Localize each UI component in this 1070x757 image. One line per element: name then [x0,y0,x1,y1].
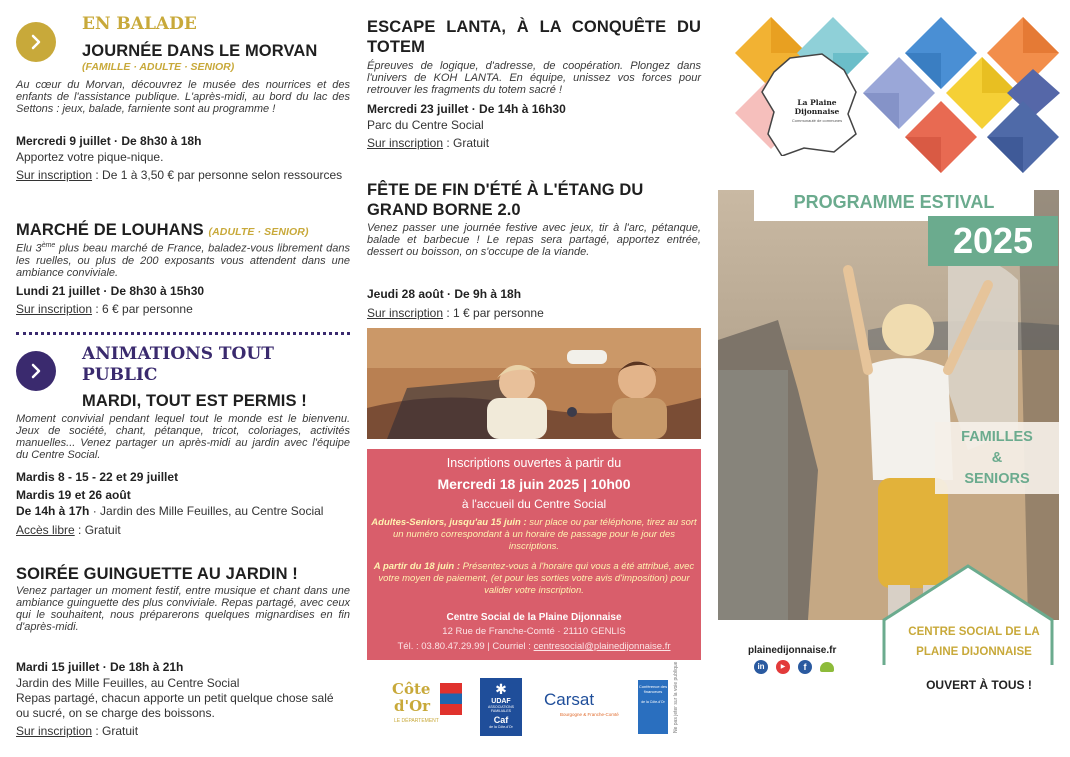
udaf-text: UDAF [491,698,511,705]
louhans-inscription [16,302,350,317]
logo-carsat [544,690,622,724]
youtube-icon[interactable]: ▶ [776,660,790,674]
guinguette-inscription-label: Sur inscription [16,724,93,738]
familles-2: & [991,450,1003,466]
balade-inscription-label: Sur inscription [16,168,93,182]
social-icons [754,660,844,676]
animations-heading-2: PUBLIC [82,365,158,385]
inscriptions-email[interactable]: centresocial@plainedijonnaise.fr [533,641,671,652]
section-divider [16,332,350,335]
fete-date: Jeudi 28 août · De 9h à 18h [367,287,522,301]
conference-sub: de la Côte-d'Or [641,700,665,704]
balade-desc: Au cœur du Morvan, découvrez le musée des nourrices et des enfants de l'assistance publique. L'après-midi, au bord du lac des Settons : jeux, balade, farniente sont au programme ! [16,79,350,115]
partir-text: Présentez-vous à l'horaire qui vous a été attribué, avec votre moyen de paiement, (et pour les sorties votre avis d'imposition) pour valider votre inscription. [378,561,695,596]
balade-inscription-value: : De 1 à 3,50 € par personne selon ressources [92,168,343,182]
louhans-tag: (ADULTE · SENIOR) [208,226,309,238]
udaf-sub: ASSOCIATIONS FAMILIALES [488,705,514,713]
koh-date: Mercredi 23 juillet · De 14h à 16h30 [367,102,566,116]
balade-inscription [16,168,350,183]
inscriptions-line3: à l'accueil du Centre Social [461,497,607,511]
koh-inscription-value: : Gratuit [443,136,490,150]
adultes-label: Adultes-Seniors, jusqu'au 15 juin : [371,517,527,528]
adultes-text: sur place ou par téléphone, tirez au sort un numéro correspondant à un horaire de passage pour le jour des inscriptions. [392,517,697,552]
inscriptions-line2: Mercredi 18 juin 2025 | 10h00 [437,476,631,492]
koh-title: ESCAPE LANTA, À LA CONQUÊTE DU TOTEM [367,18,701,56]
caf-sub: de la Côte-d'Or [489,725,513,729]
louhans-desc [16,240,350,279]
louhans-desc-b: plus beau marché de France, baladez-vous librement dans les ruelles, ou plus de 200 exposants vous attendent dans une ambiance conviviale. [16,242,350,279]
website[interactable]: plainedijonnaise.fr [748,645,837,656]
caf-text: Caf [493,715,509,725]
inscriptions-address: 12 Rue de Franche-Comté · 21110 GENLIS [442,626,626,637]
fete-inscription-value: : 1 € par personne [443,306,544,320]
year-badge: 2025 [928,216,1058,266]
fete-inscription [367,306,701,321]
balade-heading: EN BALADE [82,14,197,34]
fete-desc: Venez passer une journée festive avec jeux, tir à l'arc, pétanque, balade et barbecue ! Le repas sera partagé, apportez entrée, dessert ou boisson, on s'occupe de la viande. [367,222,701,258]
animations-date-2: Mardis 19 et 26 août [16,488,131,502]
logo-cote-dor [392,680,466,728]
logo-name: La Plaine Dijonnaise [794,98,840,116]
animations-acces-value: : Gratuit [74,523,121,537]
plaine-dijonnaise-logo [760,52,860,156]
programme-label: PROGRAMME ESTIVAL [754,183,1034,221]
chevron-right-icon [27,362,45,380]
fete-inscription-label: Sur inscription [367,306,444,320]
familles-1: FAMILLES [961,429,1033,445]
cote-dor-text-1: Côte [392,680,431,698]
carsat-text: Carsat [544,690,595,709]
logo-udaf [480,678,522,736]
louhans-title: MARCHÉ DE LOUHANS [16,221,204,239]
guinguette-title: SOIRÉE GUINGUETTE AU JARDIN ! [16,565,298,583]
balade-note: Apportez votre pique-nique. [16,150,164,164]
guinguette-inscription [16,724,350,739]
balade-circle-icon [16,22,56,62]
inscriptions-tel: Tél. : 03.80.47.29.99 | Courriel : [397,641,534,652]
inscriptions-adultes [371,517,697,553]
guinguette-note: Repas partagé, chacun apporte un petit quelque chose salé ou sucré, on se charge des boissons. [16,691,334,720]
louhans-desc-a: Elu 3 [16,242,42,255]
ouvert-a-tous: OUVERT À TOUS ! [926,678,1032,692]
balade-title: JOURNÉE DANS LE MORVAN [82,42,318,60]
louhans-date: Lundi 21 juillet · De 8h30 à 15h30 [16,284,205,298]
koh-desc: Épreuves de logique, d'adresse, de coopération. Plongez dans l'univers de KOH LANTA. En équipe, unissez vos forces pour retrouver les fragments du totem sacré ! [367,60,701,96]
animations-place: · Jardin des Mille Feuilles, au Centre Social [89,504,324,518]
partir-label: A partir du 18 juin : [373,561,461,572]
cote-dor-flag-icon [440,683,462,715]
guinguette-inscription-value: : Gratuit [92,724,139,738]
balade-tag: (FAMILLE · ADULTE · SENIOR) [82,61,235,73]
koh-place: Parc du Centre Social [367,118,484,132]
guinguette-place: Jardin des Mille Feuilles, au Centre Social [16,676,240,690]
centre-social-2: PLAINE DIJONNAISE [916,646,1032,658]
inscriptions-contact [367,641,701,652]
fete-title: FÊTE DE FIN D'ÉTÉ À L'ÉTANG DU GRAND BORNE 2.0 [367,181,644,219]
animations-date-1: Mardis 8 - 15 - 22 et 29 juillet [16,470,179,484]
linkedin-icon[interactable]: in [754,660,768,674]
louhans-inscription-value: : 6 € par personne [92,302,193,316]
louhans-desc-sup: ème [41,242,56,249]
koh-inscription-label: Sur inscription [367,136,444,150]
inscriptions-org: Centre Social de la Plaine Dijonnaise [446,612,622,623]
chevron-right-icon [27,33,45,51]
centre-social-1: CENTRE SOCIAL DE LA [908,626,1040,638]
inscriptions-partir [371,561,697,597]
logo-sub: Communauté de communes [791,118,843,123]
conference-text: Conférence des financeurs [638,684,668,694]
familles-badge [935,422,1059,494]
facebook-icon[interactable]: f [798,660,812,674]
animations-circle-icon [16,351,56,391]
animations-time-place [16,504,350,519]
inscriptions-box [367,449,701,660]
vertical-note: Ne pas jeter sur la voie publique [673,661,679,733]
guinguette-desc: Venez partager un moment festif, entre musique et chant dans une ambiance guinguette des plus conviviale. Repas partagé, avec ceux qui le souhaitent, nous préparerons quelques mignardises en fin d'après-midi. [16,585,350,633]
udaf-star-icon: ✱ [495,681,507,697]
balade-date: Mercredi 9 juillet · De 8h30 à 18h [16,134,202,148]
children-illustration [367,328,701,439]
animations-desc: Moment convivial pendant lequel tout le monde est le bienvenu. Jeux de société, chant, pétanque, tricot, coloriages, activités manuelles... Venez partager un après-midi au jardin avec l'équipe du Centre Social. [16,413,350,461]
animations-heading-1: ANIMATIONS TOUT [82,344,274,364]
inscriptions-line1: Inscriptions ouvertes à partir du [446,456,622,470]
animations-time: De 14h à 17h [16,504,90,518]
cote-dor-text-3: LE DÉPARTEMENT [394,718,439,724]
logo-conference [638,680,668,734]
animations-acces-label: Accès libre [16,523,75,537]
louhans-title-row [16,220,309,242]
animations-title: MARDI, TOUT EST PERMIS ! [82,392,307,410]
familles-3: SENIORS [964,471,1030,487]
guinguette-date: Mardi 15 juillet · De 18h à 21h [16,660,184,674]
koh-inscription [367,136,701,151]
leaf-logo-icon[interactable] [820,662,834,672]
children-photo [367,328,701,439]
louhans-inscription-label: Sur inscription [16,302,93,316]
carsat-sub: Bourgogne & Franche-Comté [560,712,619,717]
animations-acces [16,523,350,538]
cote-dor-text-2: d'Or [394,697,431,715]
